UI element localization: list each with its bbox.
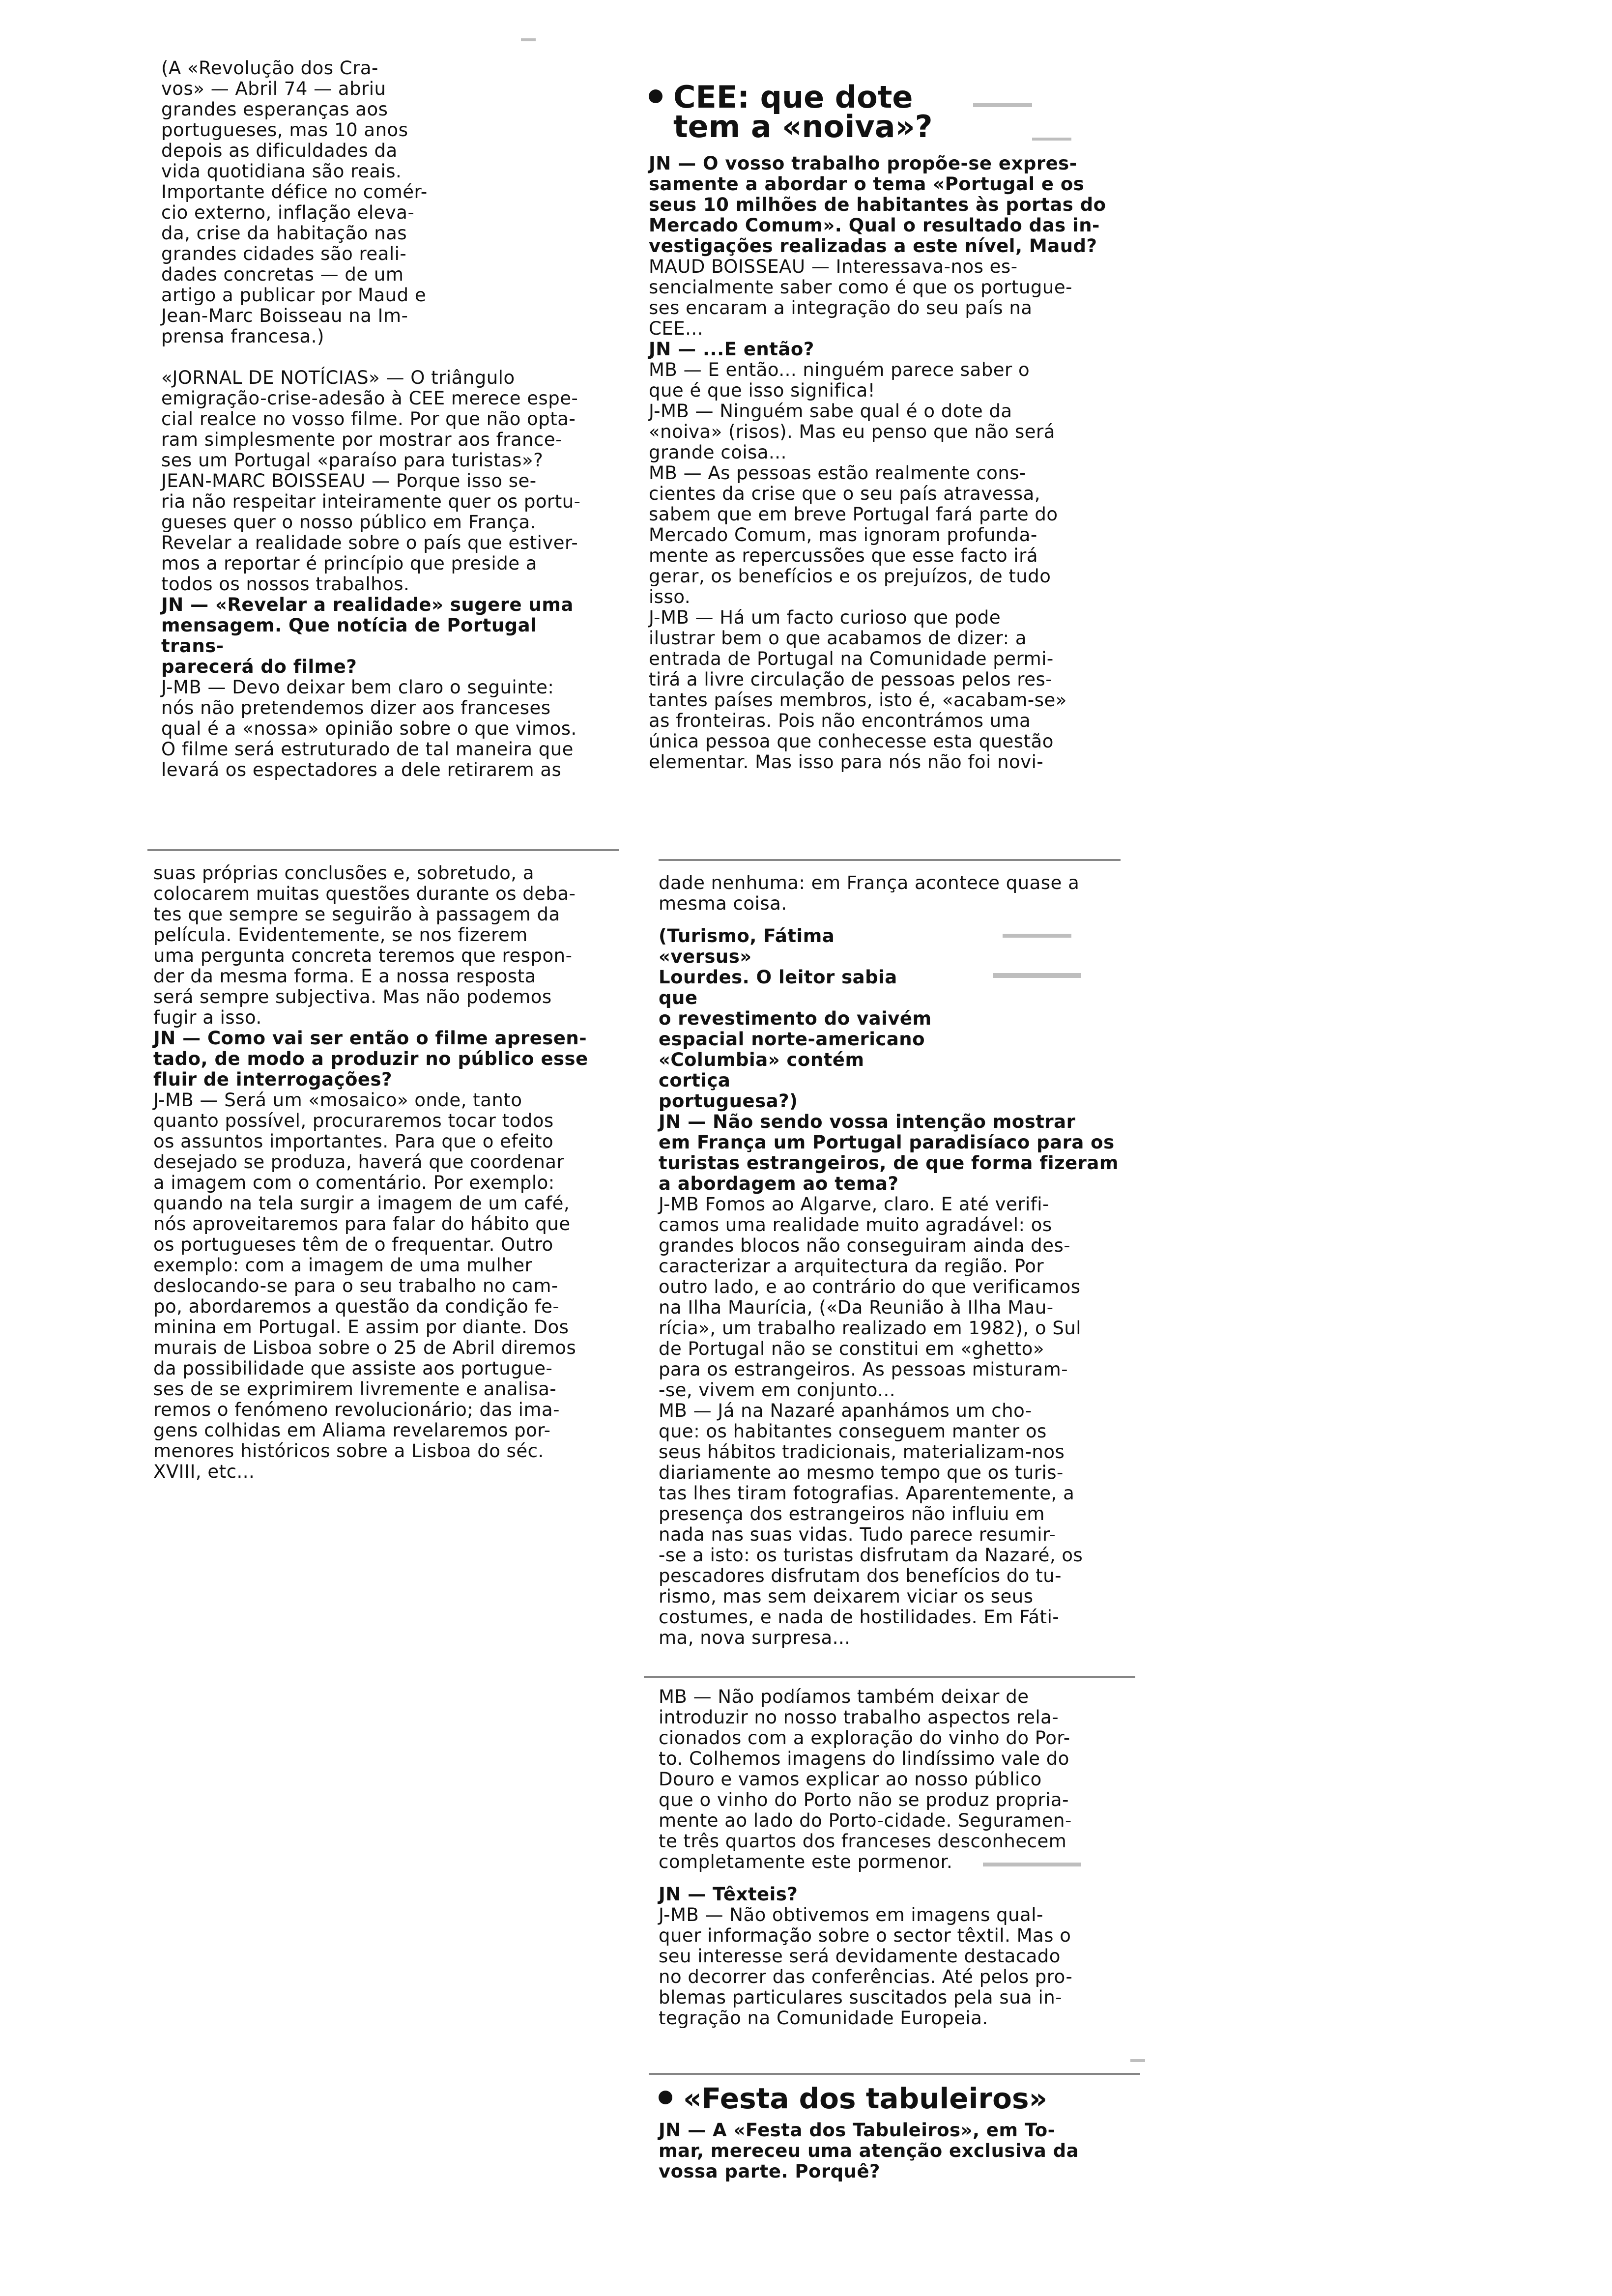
answer-paragraph: MB — As pessoas estão realmente cons- cientes da crise que o seu país atravessa, sabem que em breve Portugal fará parte do Mercado Comum, mas ignoram profunda- mente as repercussões que esse facto irá gerar, os benefícios e os prejuízos, de tudo isso. <box>649 462 1058 607</box>
scan-speck <box>973 103 1032 107</box>
answer-paragraph: J-MB — Há um facto curioso que pode ilustrar bem o que acabamos de dizer: a entrada de Portugal na Comunidade permi- tirá a livre circulação de pessoas pelos res- tantes países membros, isto é, «acabam-se» as fronteiras. Pois não encontrámos uma única pessoa que conhecesse esta questão elementar. Mas isso para nós não foi novi- <box>649 607 1067 773</box>
column-break-rule <box>649 2073 1140 2075</box>
scan-speck <box>993 973 1081 978</box>
section-heading <box>649 79 1121 144</box>
question-paragraph: JN — A «Festa dos Tabuleiros», em To- mar, mereceu uma atenção exclusiva da vossa parte. Porquê? <box>659 2120 1079 2182</box>
answer-paragraph: J-MB — Devo deixar bem claro o seguinte: nós não pretendemos dizer aos franceses qual é a «nossa» opinião sobre o que vimos. O filme será estruturado de tal maneira que levará os espectadores a dele retirarem as <box>161 677 577 780</box>
question-paragraph: JN — «Revelar a realidade» sugere uma mensagem. Que notícia de Portugal trans- parecerá do filme? <box>161 594 574 677</box>
answer-paragraph: MB — E então... ninguém parece saber o que é que isso significa! <box>649 359 1030 401</box>
scan-speck <box>983 1863 1081 1866</box>
right-column-lower <box>659 1687 1130 2029</box>
sidebar-box: (Turismo, Fátima «versus» Lourdes. O leitor sabia que o revestimento do vaivém espacial norte-americano «Columbia» contém cortiça portuguesa?) <box>659 925 932 1112</box>
scan-speck <box>521 38 536 41</box>
section-heading-text: «Festa dos tabuleiros» <box>683 2082 1047 2115</box>
left-column-continued <box>153 863 596 1482</box>
answer-paragraph: J-MB Fomos ao Algarve, claro. E até verifi- camos uma realidade muito agradável: os grandes blocos não conseguiram ainda des- caracterizar a arquitectura da região. Por outro lado, e ao contrário do que verificamos na Ilha Maurícia, («Da Reunião à Ilha Mau- rícia», um trabalho realizado em 1982), o Sul de Portugal não se constitui em «ghetto» para os estrangeiros. As pessoas misturam- -se, vivem em conjunto... <box>659 1194 1082 1401</box>
answer-paragraph: J-MB — Ninguém sabe qual é o dote da «noiva» (risos). Mas eu penso que não será grande coisa... <box>649 401 1055 463</box>
left-column <box>161 58 594 780</box>
answer-paragraph: dade nenhuma: em França acontece quase a mesma coisa. <box>659 872 1080 914</box>
answer-paragraph: suas próprias conclusões e, sobretudo, a colocarem muitas questões durante os deba- tes que sempre se seguirão à passagem da película. Evidentemente, se nos fizerem uma pergunta concreta teremos que respon- der da mesma forma. E a nossa resposta será sempre subjectiva. Mas não podemos fugir a isso. <box>153 862 576 1028</box>
scan-speck <box>1003 934 1071 938</box>
column-break-rule <box>659 859 1121 861</box>
intro-paragraph: (A «Revolução dos Cra- vos» — Abril 74 — abriu grandes esperanças aos portugueses, mas 10 anos depois as dificuldades da vida quotidiana são reais. Importante défice no comér- cio externo, inflação eleva- da, crise da habitação nas grandes cidades são reali- dades concretas — de um artigo a publicar por Maud e Jean-Marc Boisseau na Im- prensa francesa.) <box>161 57 428 347</box>
answer-paragraph: MAUD BOISSEAU — Interessava-nos es- sencialmente saber como é que os portugue- ses encaram a integração do seu país na CEE... <box>649 256 1072 339</box>
column-break-rule <box>644 1676 1135 1678</box>
question-paragraph: JN — ...E então? <box>649 339 814 360</box>
question-paragraph: «JORNAL DE NOTÍCIAS» — O triângulo emigração-crise-adesão à CEE merece espe- cial realce no vosso filme. Por que não opta- ram simplesmente por mostrar aos france- ses um Portugal «paraíso para turistas»? <box>161 367 578 471</box>
bullet-icon <box>649 89 662 103</box>
answer-paragraph: MB — Já na Nazaré apanhámos um cho- que: os habitantes conseguem manter os seus hábitos tradicionais, materializam-nos diariamente ao mesmo tempo que os turis- tas lhes tiram fotografias. Aparentemente, a presença dos estrangeiros não influiu em nada nas suas vidas. Tudo parece resumir- -se a isto: os turistas disfrutam da Nazaré, os pescadores disfrutam dos benefícios do tu- rismo, mas sem deixarem viciar os seus costumes, e nada de hostilidades. Em Fáti- ma, nova surpresa... <box>659 1400 1083 1648</box>
question-paragraph: JN — Como vai ser então o filme apresen- tado, de modo a produzir no público esse fluir de interrogações? <box>153 1028 588 1090</box>
answer-paragraph: MB — Não podíamos também deixar de introduzir no nosso trabalho aspectos rela- cionados com a exploração do vinho do Por- to. Colhemos imagens do lindíssimo vale do Douro e vamos explicar ao nosso público que o vinho do Porto não se produz propria- mente ao lado do Porto-cidade. Seguramen- te três quartos dos franceses desconhecem completamente este pormenor. <box>659 1686 1072 1872</box>
right-column-bottom <box>659 2084 1130 2182</box>
scan-speck <box>1032 138 1071 141</box>
answer-paragraph: J-MB — Será um «mosaico» onde, tanto quanto possível, procuraremos tocar todos os assuntos importantes. Para que o efeito desejado se produza, haverá que coordenar a imagem com o comentário. Por exemplo: quando na tela surgir a imagem de um café, nós aproveitaremos para falar do hábito que os portugueses têm de o frequentar. Outro exemplo: com a imagem de uma mulher deslocando-se para o seu trabalho no cam- po, abordaremos a questão da condição fe- minina em Portugal. E assim por diante. Dos murais de Lisboa sobre o 25 de Abril diremos da possibilidade que assiste aos portugue- ses de se exprimirem livremente e analisa- remos o fenómeno revolucionário; das ima- gens colhidas em Aliama revelaremos por- menores históricos sobre a Lisboa do séc. XVIII, etc... <box>153 1090 576 1482</box>
question-paragraph: JN — Têxteis? <box>659 1884 798 1905</box>
answer-paragraph: J-MB — Não obtivemos em imagens qual- quer informação sobre o sector têxtil. Mas o seu interesse será devidamente destacado no decorrer das conferências. Até pelos pro- blemas particulares suscitados pela sua in- tegração na Comunidade Europeia. <box>659 1904 1073 2029</box>
section-heading <box>659 2084 1130 2113</box>
answer-paragraph: JEAN-MARC BOISSEAU — Porque isso se- ria não respeitar inteiramente quer os portu- gueses quer o nosso público em França. Revelar a realidade sobre o país que estiver- mos a reportar é princípio que preside a todos os nossos trabalhos. <box>161 470 581 595</box>
section-heading-text: CEE: que dote tem a «noiva»? <box>673 79 933 144</box>
right-column <box>649 79 1121 773</box>
bullet-icon <box>659 2091 672 2104</box>
right-column-continued <box>659 873 1125 1648</box>
question-paragraph: JN — O vosso trabalho propõe-se expres- samente a abordar o tema «Portugal e os seus 10 milhões de habitantes às portas do Mercado Comum». Qual o resultado das in- vestigações realizadas a este nível, Maud? <box>649 153 1106 257</box>
question-paragraph: JN — Não sendo vossa intenção mostrar em França um Portugal paradisíaco para os turistas estrangeiros, de que forma fizeram a abordagem ao tema? <box>659 1111 1119 1194</box>
column-break-rule <box>147 849 619 851</box>
scan-speck <box>1130 2059 1145 2062</box>
